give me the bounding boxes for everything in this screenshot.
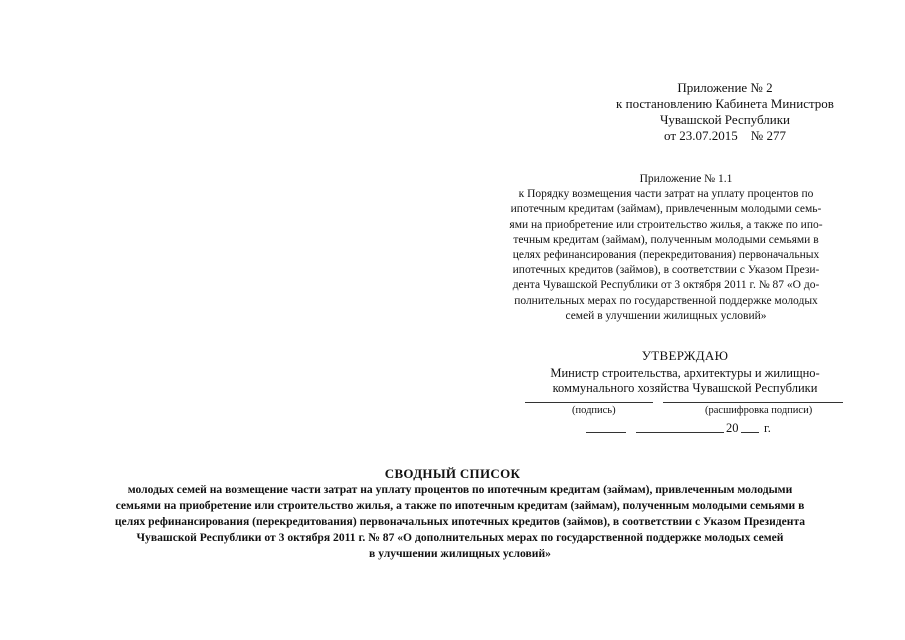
appendix-2-header	[590, 80, 860, 144]
date-year-suffix: г.	[764, 421, 771, 435]
appendix-1-1-line: дента Чувашской Республики от 3 октября 2011 г. № 87 «О до-	[512, 279, 820, 292]
decoding-caption: (расшифровка подписи)	[705, 405, 813, 416]
appendix-1-1-line: ипотечным кредитам (займам), привлеченным молодыми семь-	[510, 203, 822, 216]
approval-date-row	[0, 421, 905, 439]
document-title: СВОДНЫЙ СПИСОК	[384, 466, 521, 481]
appendix-1-1-text	[488, 187, 844, 324]
decoding-line	[663, 402, 843, 403]
approval-position-line2: коммунального хозяйства Чувашской Республики	[552, 381, 818, 395]
approval-title: УТВЕРЖДАЮ	[641, 348, 729, 363]
document-subtitle-line: Чувашской Республики от 3 октября 2011 г. № 87 «О дополнительных мерах по государственной поддержке молодых семей	[136, 531, 784, 544]
appendix-2-date: от 23.07.2015 № 277	[664, 128, 786, 143]
appendix-1-1-number: Приложение № 1.1	[639, 173, 733, 185]
appendix-1-1-line: полнительных мерах по государственной поддержке молодых	[514, 294, 818, 307]
approval-position-line1: Министр строительства, архитектуры и жилищно-	[550, 365, 820, 380]
appendix-1-1-line: к Порядку возмещения части затрат на уплату процентов по	[518, 188, 814, 201]
signature-caption: (подпись)	[572, 405, 616, 416]
date-day-blank	[586, 432, 626, 433]
appendix-2-resolution: к постановлению Кабинета Министров	[616, 96, 834, 111]
date-month-blank	[636, 432, 724, 433]
document-subtitle-line: семьями на приобретение или строительство жилья, а также по ипотечным кредитам (займам), полученным молодыми семьями в	[115, 499, 805, 512]
document-subtitle-line: молодых семей на возмещение части затрат на уплату процентов по ипотечным кредитам (займам), привлеченным молодыми	[127, 483, 793, 496]
appendix-1-1-line: ипотечных кредитов (займов), в соответствии с Указом Прези-	[512, 264, 820, 277]
signature-line	[525, 402, 653, 403]
appendix-1-1-line: целях рефинансирования (перекредитования) первоначальных	[512, 249, 820, 262]
appendix-1-1-line: течным кредитам (займам), полученным молодыми семьями в	[513, 233, 819, 246]
appendix-1-1-header	[488, 172, 844, 324]
date-year-prefix: 20	[726, 421, 739, 435]
document-subtitle	[70, 482, 850, 562]
appendix-1-1-line: семей в улучшении жилищных условий»	[565, 309, 767, 322]
approval-block	[520, 348, 850, 397]
document-subtitle-line: целях рефинансирования (перекредитования) первоначальных ипотечных кредитов (займов), в соответствии с Указом Президента	[114, 515, 806, 528]
date-year-blank	[741, 432, 759, 433]
document-subtitle-line: в улучшении жилищных условий»	[369, 547, 551, 560]
appendix-2-republic: Чувашской Республики	[659, 112, 791, 127]
appendix-2-number: Приложение № 2	[677, 80, 773, 95]
appendix-1-1-line: ями на приобретение или строительство жилья, а также по ипо-	[509, 218, 823, 231]
